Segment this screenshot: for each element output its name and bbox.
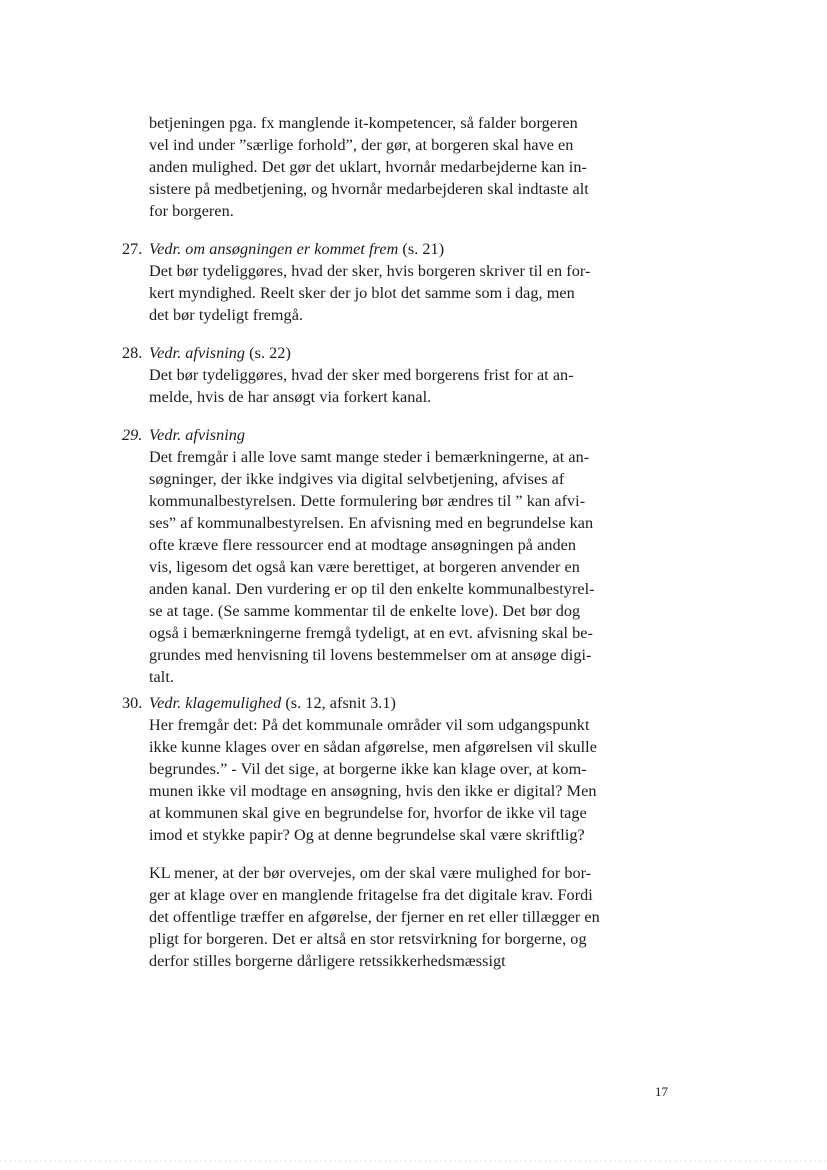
text-line: begrundes.” - Vil det sige, at borgerne ikke kan klage over, at kom-	[149, 760, 587, 778]
text-line: se at tage. (Se samme kommentar til de enkelte love). Det bør dog	[149, 602, 581, 620]
text-line: vis, ligesom det også kan være berettiget, at borgeren anvender en	[149, 558, 580, 576]
item-number: 30.	[122, 694, 143, 712]
text-line: at kommunen skal give en begrundelse for, hvorfor de ikke vil tage	[149, 804, 587, 822]
text-line: det bør tydeligt fremgå.	[149, 306, 304, 324]
text-line: Det bør tydeliggøres, hvad der sker, hvis borgeren skriver til en for-	[149, 262, 591, 280]
text-line: søgninger, der ikke indgives via digital selvbetjening, afvises af	[149, 470, 565, 488]
text-line: sistere på medbetjening, og hvornår medarbejderen skal indtaste alt	[149, 180, 589, 198]
text-line: Det fremgår i alle love samt mange steder i bemærkningerne, at an-	[149, 448, 590, 466]
text-line: Her fremgår det: På det kommunale områder vil som udgangspunkt	[149, 716, 590, 734]
text-line: imod et stykke papir? Og at denne begrundelse skal være skriftlig?	[149, 826, 585, 844]
item-heading-title: Vedr. afvisning	[149, 426, 246, 444]
item-heading-reference: (s. 22)	[245, 344, 291, 362]
text-line: det offentlige træffer en afgørelse, der fjerner en ret eller tillægger en	[149, 908, 600, 926]
text-line: for borgeren.	[149, 202, 234, 220]
text-line: ger at klage over en manglende fritagelse fra det digitale krav. Fordi	[149, 886, 593, 904]
text-line: vel ind under ”særlige forhold”, der gør, at borgeren skal have en	[149, 136, 574, 154]
item-heading	[149, 342, 291, 364]
text-line: melde, hvis de har ansøgt via forkert kanal.	[149, 388, 432, 406]
text-line: kommunalbestyrelsen. Dette formulering bør ændres til ” kan afvi-	[149, 492, 586, 510]
text-line: munen ikke vil modtage en ansøgning, hvis den ikke er digital? Men	[149, 782, 597, 800]
item-heading	[149, 238, 444, 260]
text-line: ses” af kommunalbestyrelsen. En afvisning med en begrundelse kan	[149, 514, 594, 532]
text-line: ofte kræve flere ressourcer end at modtage ansøgningen på anden	[149, 536, 577, 554]
text-line: kert myndighed. Reelt sker der jo blot det samme som i dag, men	[149, 284, 575, 302]
item-number: 28.	[122, 344, 143, 362]
item-number: 27.	[122, 240, 143, 258]
item-heading-title: Vedr. afvisning	[149, 344, 246, 362]
text-line: pligt for borgeren. Det er altså en stor retsvirkning for borgerne, og	[149, 930, 587, 948]
text-line: betjeningen pga. fx manglende it-kompetencer, så falder borgeren	[149, 114, 578, 132]
text-line: grundes med henvisning til lovens bestemmelser om at ansøge digi-	[149, 646, 592, 664]
text-line: KL mener, at der bør overvejes, om der skal være mulighed for bor-	[149, 864, 592, 882]
text-line: anden kanal. Den vurdering er op til den enkelte kommunalbestyrel-	[149, 580, 595, 598]
page-number: 17	[655, 1084, 668, 1099]
scan-edge-artifact	[0, 1160, 827, 1162]
item-heading-reference: (s. 21)	[398, 240, 445, 258]
item-heading	[149, 424, 245, 446]
text-line: derfor stilles borgerne dårligere retssikkerhedsmæssigt	[149, 952, 506, 970]
text-line: anden mulighed. Det gør det uklart, hvornår medarbejderne kan in-	[149, 158, 587, 176]
item-heading-title: Vedr. klagemulighed	[149, 694, 282, 712]
text-line: Det bør tydeliggøres, hvad der sker med borgerens frist for at an-	[149, 366, 574, 384]
text-line: også i bemærkningerne fremgå tydeligt, at en evt. afvisning skal be-	[149, 624, 593, 642]
text-line: talt.	[149, 668, 174, 686]
item-number: 29.	[122, 426, 143, 444]
item-heading-reference: (s. 12, afsnit 3.1)	[281, 694, 396, 712]
item-heading-title: Vedr. om ansøgningen er kommet frem	[149, 240, 399, 258]
text-line: ikke kunne klages over en sådan afgørelse, men afgørelsen vil skulle	[149, 738, 597, 756]
item-heading	[149, 692, 396, 714]
